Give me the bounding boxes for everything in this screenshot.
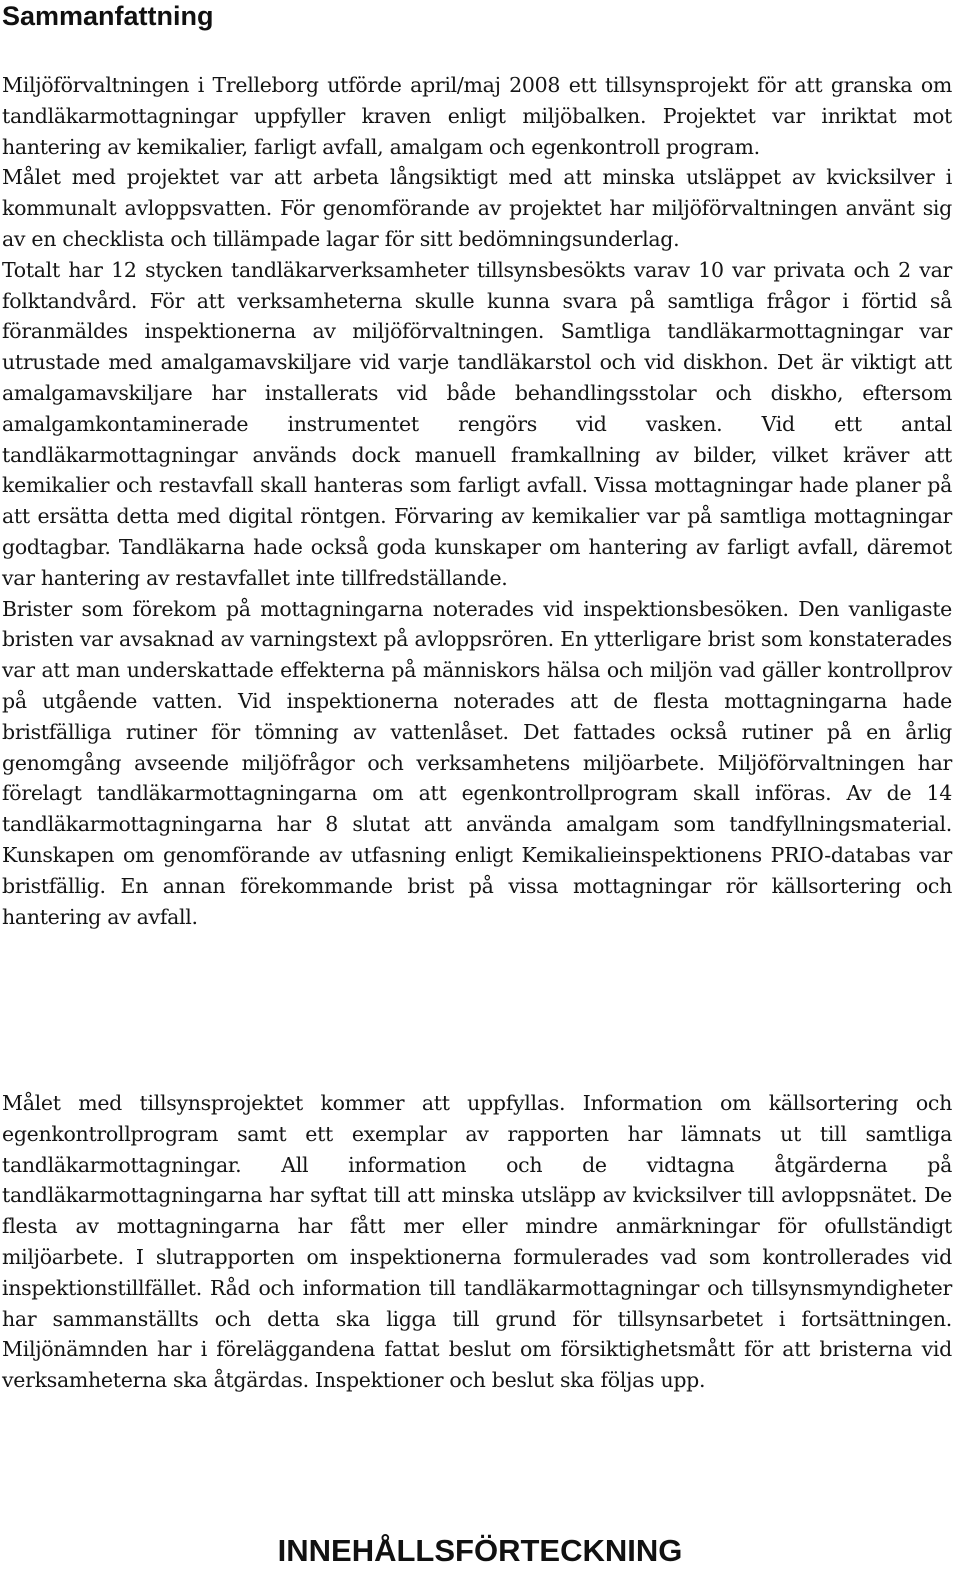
paragraph-inspection-results: Totalt har 12 stycken tandläkarverksamheter tillsynsbesökts varav 10 var privata och 2 var folktandvård. För att verksamheterna skulle kunna svara på samtliga frågor i förtid så föranmäldes inspektionerna av miljöförvaltningen. Samtliga tandläkarmottagningar var utrustade med amalgamavskiljare vid varje tandläkarstol och vid diskhon. Det är viktigt att amalgamavskiljare har installerats vid både behandlingsstolar och diskho, eftersom amalgamkontaminerade instrumentet rengörs vid vasken. Vid ett antal tandläkarmottagningar används dock manuell framkallning av bilder, vilket kräver att kemikalier och restavfall skall hanteras som farligt avfall. Vissa mottagningar hade planer på att ersätta detta med digital röntgen. Förvaring av kemikalier var på samtliga mottagningar godtagbar. Tandläkarna hade också goda kunskaper om hantering av farligt avfall, däremot var hantering av restavfallet inte tillfredställande. — [2, 257, 952, 590]
conclusion-body — [2, 1088, 952, 1396]
table-of-contents-heading: INNEHÅLLSFÖRTECKNING — [277, 1533, 683, 1568]
paragraph-deficiencies: Brister som förekom på mottagningarna noterades vid inspektionsbesöken. Den vanligaste bristen var avsaknad av varningstext på avloppsrören. En ytterligare brist som konstaterades var att man underskattade effekterna på människors hälsa och miljön vad gäller kontrollprov på utgående vatten. Vid inspektionerna noterades att de flesta mottagningarna hade bristfälliga rutiner för tömning av vattenlåset. Det fattades också rutiner på en årlig genomgång avseende miljöfrågor och verksamhetens miljöarbete. Miljöförvaltningen har förelagt tandläkarmottagningarna om att egenkontrollprogram skall införas. Av de 14 tandläkarmottagningarna har 8 slutat att använda amalgam som tandfyllningsmaterial. Kunskapen om genomförande av utfasning enligt Kemikalieinspektionens PRIO-databas var bristfällig. En annan förekommande brist på vissa mottagningar rör källsortering och hantering av avfall. — [2, 596, 952, 929]
paragraph-project-intro: Miljöförvaltningen i Trelleborg utförde april/maj 2008 ett tillsynsprojekt för att granska om tandläkarmottagningar uppfyller kraven enligt miljöbalken. Projektet var inriktat mot hantering av kemikalier, farligt avfall, amalgam och egenkontroll program. — [2, 73, 952, 159]
paragraph-conclusion: Målet med tillsynsprojektet kommer att uppfyllas. Information om källsortering och egenkontrollprogram samt ett exemplar av rapporten har lämnats ut till samtliga tandläkarmottagningar. All information och de vidtagna åtgärderna på tandläkarmottagningarna har syftat till att minska utsläpp av kvicksilver till avloppsnätet. De flesta av mottagningarna har fått mer eller mindre anmärkningar för ofullständigt miljöarbete. I slutrapporten om inspektionerna formulerades vad som kontrollerades vid inspektionstillfället. Råd och information till tandläkarmottagningar och tillsynsmyndigheter har sammanställts och detta ska ligga till grund för tillsynsarbetet i fortsättningen. Miljönämnden har i föreläggandena fattat beslut om försiktighetsmått för att bristerna vid verksamheterna ska åtgärdas. Inspektioner och beslut ska följas upp. — [2, 1091, 952, 1393]
summary-body — [2, 70, 952, 932]
paragraph-project-goal: Målet med projektet var att arbeta långsiktigt med att minska utsläppet av kvicksilver i kommunalt avloppsvatten. För genomförande av projektet har miljöförvaltningen använt sig av en checklista och tillämpade lagar för sitt bedömningsunderlag. — [2, 165, 952, 251]
summary-heading: Sammanfattning — [2, 1, 214, 31]
